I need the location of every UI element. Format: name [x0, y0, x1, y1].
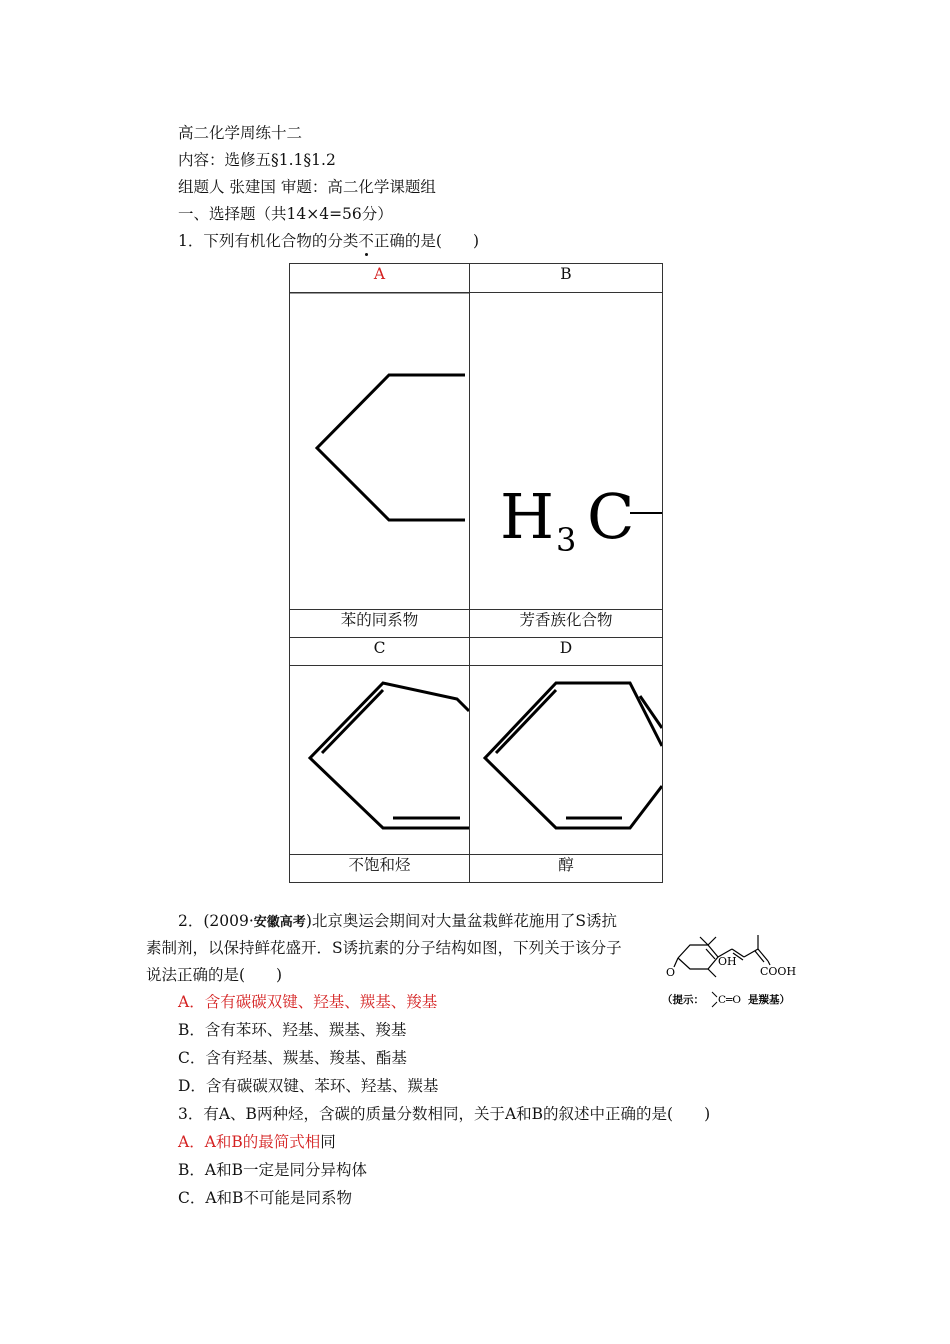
b-formula-c: C [587, 480, 635, 553]
b-formula-sub: 3 [556, 521, 577, 559]
q2-line1-post: )北京奥运会期间对大量盆栽鲜花施用了S诱抗 [305, 912, 617, 930]
q3-option-a [178, 1132, 336, 1152]
q3-option-a-red: A．A和B的最简式相 [178, 1133, 321, 1151]
q2-option-b: B．含有苯环、羟基、羰基、羧基 [178, 1021, 407, 1039]
mol-hint-c: C [718, 994, 727, 1006]
cyclohexane-ring-icon [290, 293, 469, 609]
mol-hint-post: 是羰基） [748, 994, 790, 1006]
class-a: 苯的同系物 [290, 610, 470, 638]
authors-line: 组题人 张建国 审题：高二化学课题组 [178, 178, 436, 196]
q2-option-c: C．含有羟基、羰基、羧基、酯基 [178, 1049, 407, 1067]
q1-stem-emphasis: 不 [358, 232, 374, 250]
q1-table [289, 263, 663, 883]
methyl-group-icon [470, 293, 662, 609]
benzene-ring-d-icon [470, 666, 662, 854]
content-line: 内容：选修五§1.1§1.2 [178, 151, 336, 169]
mol-hint-eq: ═O [726, 994, 741, 1006]
s-abscisic-molecule-icon [660, 915, 810, 1015]
structure-d [470, 666, 663, 855]
mol-hint-pre: （提示： [662, 994, 704, 1006]
mol-oh: OH [718, 955, 737, 968]
q1-stem-after: 正确的是( ) [373, 232, 479, 250]
doc-title: 高二化学周练十二 [178, 124, 303, 142]
q2-line1-pre: 2．(2009· [178, 912, 254, 930]
label-b: B [470, 264, 663, 293]
b-formula-h: H [500, 480, 555, 553]
q2-line3: 说法正确的是( ) [146, 966, 283, 984]
label-c: C [290, 638, 470, 666]
label-d: D [470, 638, 663, 666]
q3-option-b: B．A和B一定是同分异构体 [178, 1161, 367, 1179]
q2-option-d: D．含有碳碳双键、苯环、羟基、羰基 [178, 1077, 439, 1095]
q2-source: 安徽高考 [253, 915, 306, 930]
q2-option-a: A．含有碳碳双键、羟基、羰基、羧基 [178, 993, 438, 1011]
q3-option-c: C．A和B不可能是同系物 [178, 1189, 352, 1207]
q2-line2: 素制剂，以保持鲜花盛开．S诱抗素的分子结构如图，下列关于该分子 [146, 939, 622, 957]
structure-b [470, 293, 663, 610]
label-a: A [290, 264, 470, 293]
class-b: 芳香族化合物 [470, 610, 663, 638]
q1-stem-before: 1．下列有机化合物的分类 [178, 232, 359, 250]
mol-cooh: COOH [760, 965, 797, 978]
class-d: 醇 [470, 855, 663, 883]
q3-stem: 3．有A、B两种烃，含碳的质量分数相同，关于A和B的叙述中正确的是( ) [178, 1105, 711, 1123]
mol-o: O [666, 966, 676, 979]
structure-c [290, 666, 470, 855]
q2-line1 [178, 911, 617, 933]
structure-a [290, 293, 470, 610]
q1-stem [178, 231, 479, 251]
q3-option-a-black: 同 [320, 1133, 336, 1151]
section-heading: 一、选择题（共14×4=56分） [178, 205, 393, 223]
class-c: 不饱和烃 [290, 855, 470, 883]
benzene-ring-c-icon [290, 666, 469, 854]
